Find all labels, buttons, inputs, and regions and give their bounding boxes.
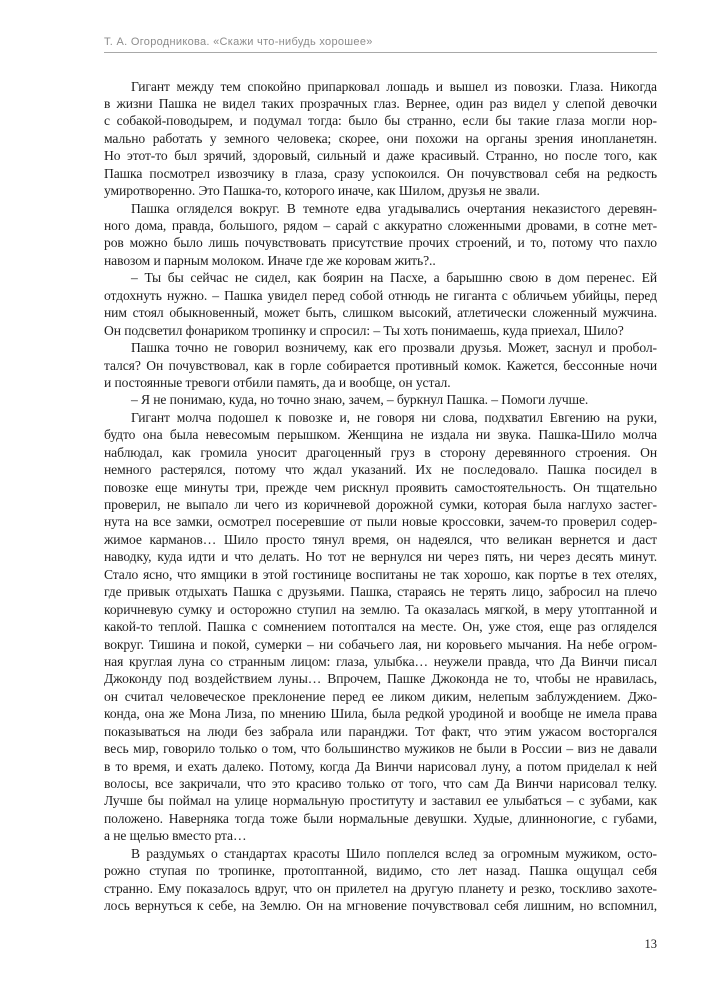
paragraph <box>104 339 657 391</box>
text-line: Но этот-то был зрячий, здоровый, сильный и даже красивый. Странно, но после того, как <box>104 148 657 164</box>
text-line: в жизни Пашка не видел таких прозрачных глаз. Вернее, один раз видел у слепой девочки <box>104 95 657 111</box>
text-line: будто она была невесомым перышком. Женщина не издала ни звука. Пашка-Шило молча <box>104 427 657 443</box>
paragraph <box>104 269 657 339</box>
paragraph <box>104 391 657 408</box>
running-header: Т. А. Огородникова. «Скажи что-нибудь хорошее» <box>104 36 373 48</box>
text-line: Гигант между тем спокойно припарковал лошадь и вышел из повозки. Глаза. Никогда <box>131 78 657 94</box>
text-line: Он подсветил фонариком тропинку и спросил: – Ты хоть понимаешь, куда приехал, Шило? <box>104 322 624 338</box>
text-line: наводку, куда идти и что делать. Но тот не вернулся ни через пять, ни через десять минут. <box>104 549 657 565</box>
text-line: отдохнуть нужно. – Пашка увидел перед собой отнюдь не гиганта с обличьем убийцы, перед <box>104 287 657 303</box>
text-line: повозке еще минуты три, прежде чем рискнул проявить самостоятельность. Он тщательно <box>104 479 657 495</box>
text-line: наблюдал, как громила уносит драгоценный груз в сторону деревянного строения. Он <box>104 444 657 460</box>
text-line: положено. Наверняка тогда тоже были нормальные девушки. Худые, длинноногие, с губами, <box>104 810 657 826</box>
text-line: умиротворенно. Это Пашка-то, которого иначе, как Шилом, друзья не звали. <box>104 183 540 199</box>
paragraph <box>104 845 657 915</box>
text-line: навозом и парным молоком. Иначе где же коровам жить?.. <box>104 252 436 268</box>
text-line: Пашка посмотрел извозчику в глаза, сразу успокоился. Он почувствовал себя на редкость <box>104 165 657 181</box>
text-line: конда, она же Мона Лиза, по мнению Шила, была редкой уродиной и вообще не имела права <box>104 706 657 722</box>
text-line: ров можно было лишь почувствовать присутствие прочих строений, и то, потому что пахло <box>104 235 657 251</box>
text-line: с собакой-поводырем, и подумал тогда: было бы странно, если бы такие глаза могли нор- <box>104 113 657 129</box>
body-text <box>104 78 657 915</box>
text-line: лось вернуться к себе, на Землю. Он на мгновение почувствовал себя лишним, но вспомнил, <box>104 898 657 914</box>
text-line: коричневую сумку и осторожно ступил на землю. Та оказалась мягкой, в меру утоптанной и <box>104 601 657 617</box>
paragraph <box>104 409 657 845</box>
page-number: 13 <box>644 937 657 951</box>
text-line: он считал человеческое преклонение перед ее ликом диким, нелепым заблуждением. Джо- <box>104 688 657 704</box>
text-line: В раздумьях о стандартах красоты Шило поплелся вслед за огромным мужиком, осто- <box>131 845 657 861</box>
text-line: – Я не понимаю, куда, но точно знаю, зачем, – буркнул Пашка. – Помоги лучше. <box>131 392 589 408</box>
text-line: а не щелью вместо рта… <box>104 828 247 844</box>
text-line: ного дома, правда, большого, рядом – сарай с аккуратно сложенными дровами, в сотне мет- <box>104 218 657 233</box>
text-line: – Ты бы сейчас не сидел, как боярин на Пасхе, а барышню свою в дом перенес. Ей <box>131 270 657 286</box>
header-rule <box>104 52 657 53</box>
text-line: ним стоял обыкновенный, может быть, слишком высокий, атлетически сложенный мужчина. <box>104 305 657 321</box>
text-line: рожно ступая по тропинке, протоптанной, видимо, сто лет назад. Пашка ощущал себя <box>104 863 657 879</box>
text-line: показываться на люди без забрала или паранджи. Тот факт, что этим ужасом восторгался <box>104 723 657 739</box>
text-line: весь мир, говорило только о том, что большинство мужиков не были в России – виз не давали <box>104 741 657 757</box>
text-line: в то время, и ехать далеко. Потому, когда Да Винчи нарисовал луну, а потом приделал к ней <box>104 758 657 774</box>
text-line: нута на все замки, осмотрел посеревшие от пыли новые кроссовки, зачем-то проверил содер- <box>104 514 657 530</box>
text-line: ная круглая луна со странным лицом: глаза, улыбка… неужели правда, что Да Винчи писал <box>104 653 657 669</box>
text-line: Стало ясно, что ямщики в этой гостинице воспитаны не так хорошо, как портье в тех отелях, <box>104 566 657 582</box>
text-line: Лучше бы поймал на улице нормальную проституту и заставил ее улыбаться – с зубами, как <box>104 793 657 809</box>
text-line: Гигант молча подошел к повозке и, не говоря ни слова, подхватил Евгению на руки, <box>131 409 657 425</box>
text-line: и постоянные тревоги отбили память, да и вообще, он устал. <box>104 374 451 390</box>
text-line: немного растерялся, потому что ждал указаний. Их не последовало. Пашка посидел в <box>104 462 657 478</box>
text-line: волосы, все закричали, что это красиво только от того, что сам Да Винчи нарисовал телку. <box>104 776 657 791</box>
text-line: Пашка точно не говорил возничему, как его прозвали друзья. Может, заснул и пробол- <box>131 340 657 356</box>
paragraph <box>104 78 657 200</box>
text-line: мально работать у земного человека; скорее, они похожи на органы зрения инопланетян. <box>104 130 657 146</box>
text-line: где привык отдыхать Пашка с друзьями. Пашка, стараясь не терять лицо, забросил на плечо <box>104 584 657 600</box>
text-line: проверил, не выпало ли чего из коричневой дорожной сумки, которая была наглухо застег- <box>104 497 657 512</box>
text-line: странно. Ему показалось вдруг, что он прилетел на другую планету и резко, тоскливо захоте- <box>104 880 657 896</box>
text-line: вокруг. Тишина и покой, сумерки – ни собачьего лая, ни коровьего мычания. На небе огром- <box>104 636 657 652</box>
paragraph <box>104 200 657 270</box>
text-line: Пашка огляделся вокруг. В темноте едва угадывались очертания неказистого деревян- <box>131 200 657 216</box>
text-line: жимое карманов… Шило просто тянул время, он надеялся, что великан вернется и даст <box>104 531 657 547</box>
text-line: какой-то теплой. Пашка с сомнением потоптался на месте. Он, уже стоя, еще раз огляделся <box>104 619 657 635</box>
text-line: тался? Он почувствовал, как в горле собирается противный комок. Кажется, бессонные ночи <box>104 357 657 373</box>
text-line: Джоконду под воздействием луны… Впрочем, Пашке Джоконда не то, чтобы не нравилась, <box>104 671 657 687</box>
